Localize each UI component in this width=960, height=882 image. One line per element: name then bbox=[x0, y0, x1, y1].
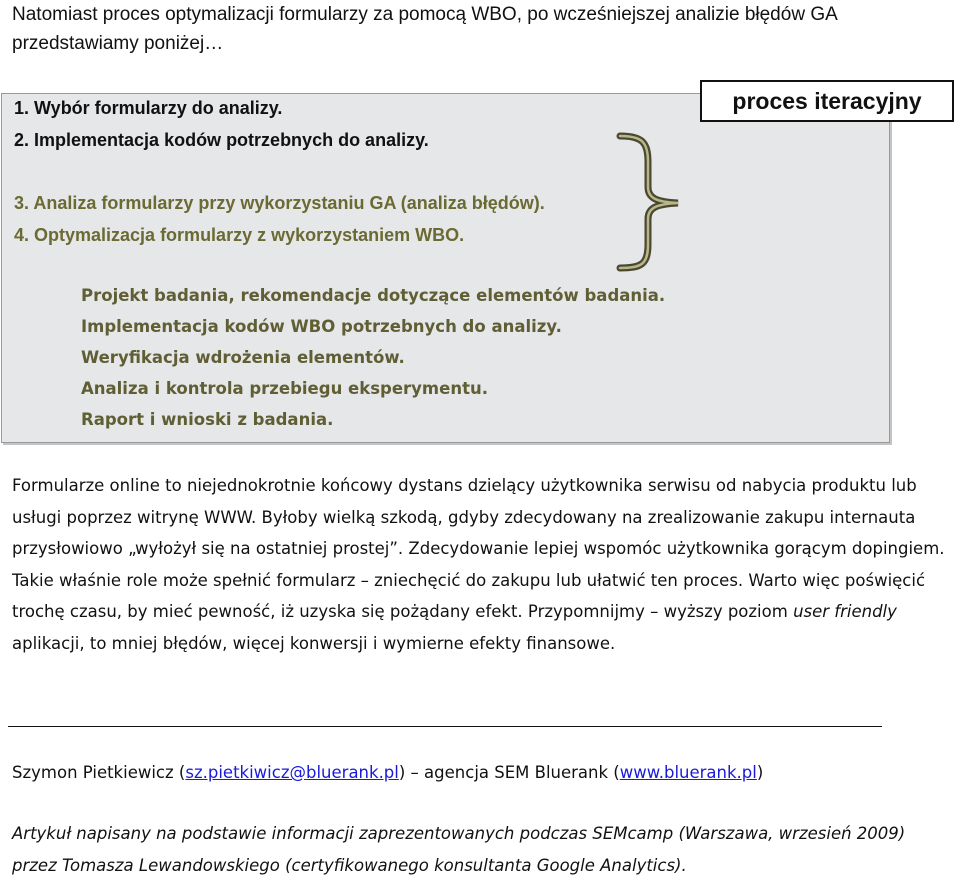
paragraph-part-1: Formularze online to niejednokrotnie końcowy dystans dzielący użytkownika serwisu od nabycia produktu lub usługi poprzez witrynę WWW. Byłoby wielką szkodą, gdyby zdecydowany na zrealizowanie zakupu internauta przysłowiowo „wyłożył się na ostatniej prostej”. Zdecydowanie lepiej wspomóc użytkownika gorącym dopingiem. Takie właśnie role może spełnić formularz – zniechęcić do zakupu lub ułatwić ten proces. Warto więc poświęcić trochę czasu, by mieć pewność, iż uzyska się pożądany efekt. Przypomnijmy – wyższy poziom bbox=[12, 476, 945, 621]
emphasis-text: user friendly bbox=[793, 602, 897, 621]
list-item: Implementacja kodów WBO potrzebnych do analizy. bbox=[81, 317, 562, 336]
list-item: Projekt badania, rekomendacje dotyczące elementów badania. bbox=[81, 286, 666, 305]
list-item: Analiza i kontrola przebiegu eksperymentu. bbox=[81, 379, 488, 398]
article-note: Artykuł napisany na podstawie informacji zaprezentowanych podczas SEMcamp (Warszawa, wrzesień 2009) przez Tomasza Lewandowskiego (certyfikowanego konsultanta Google Analytics). bbox=[12, 824, 906, 875]
website-link[interactable]: www.bluerank.pl bbox=[619, 763, 757, 782]
author-agency: ) – agencja SEM Bluerank ( bbox=[398, 763, 620, 782]
author-end: ) bbox=[756, 763, 764, 782]
list-item: Weryfikacja wdrożenia elementów. bbox=[81, 348, 405, 367]
body-paragraph bbox=[12, 470, 947, 659]
process-item-1: 1. Wybór formularzy do analizy. bbox=[14, 98, 283, 118]
project-steps-list bbox=[81, 280, 665, 435]
author-name: Szymon Pietkiewicz ( bbox=[12, 763, 186, 782]
process-item-2: 2. Implementacja kodów potrzebnych do analizy. bbox=[14, 130, 429, 150]
separator-line bbox=[8, 726, 882, 727]
process-item-3: 3. Analiza formularzy przy wykorzystaniu GA (analiza błędów). bbox=[14, 193, 545, 213]
author-line bbox=[12, 759, 763, 787]
iterative-process-badge: proces iteracyjny bbox=[700, 80, 954, 122]
process-box bbox=[1, 93, 890, 443]
process-item-4: 4. Optymalizacja formularzy z wykorzystaniem WBO. bbox=[14, 225, 465, 245]
intro-text: Natomiast proces optymalizacji formularzy za pomocą WBO, po wcześniejszej analizie błędów GA przedstawiamy poniżej… bbox=[12, 4, 837, 54]
paragraph-part-2: aplikacji, to mniej błędów, więcej konwersji i wymierne efekty finansowe. bbox=[12, 633, 616, 653]
curly-brace-icon bbox=[612, 132, 692, 272]
list-item: Raport i wnioski z badania. bbox=[81, 410, 334, 429]
email-link[interactable]: sz.pietkiwicz@bluerank.pl bbox=[185, 763, 399, 782]
